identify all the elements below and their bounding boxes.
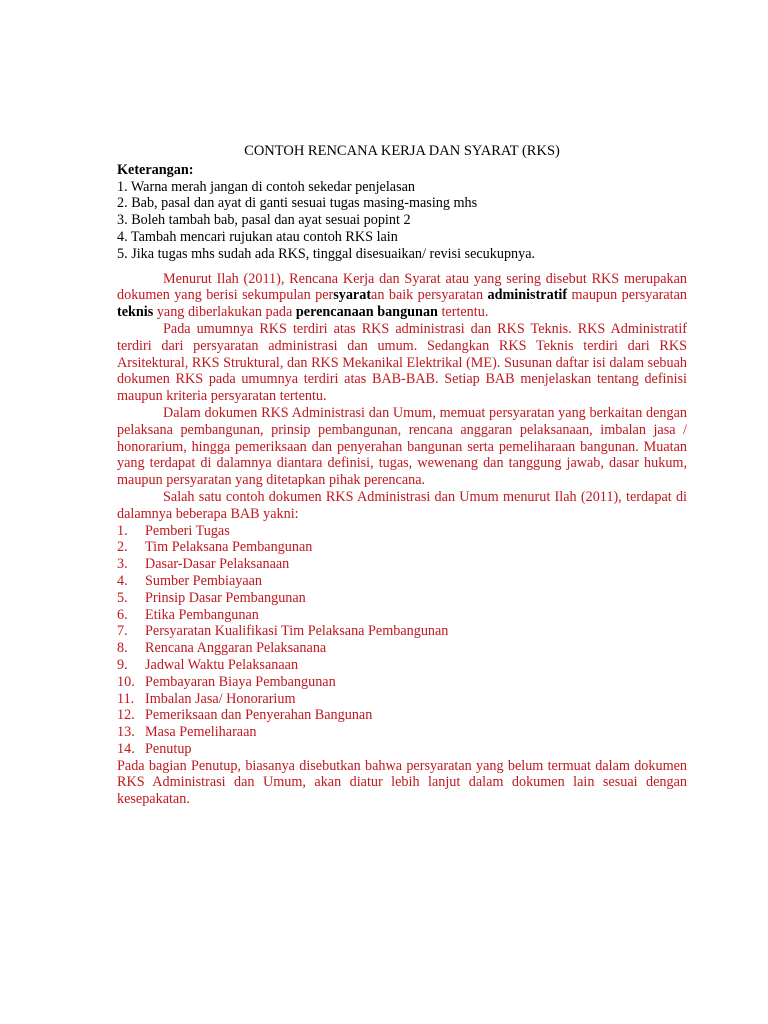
bab-number: 8. — [117, 640, 128, 657]
keterangan-list — [117, 179, 687, 263]
bab-number: 1. — [117, 522, 128, 539]
bab-item — [117, 556, 687, 573]
paragraph-text: Menurut Ilah (2011), Rencana Kerja dan Syarat atau yang sering disebut RKS merupakan dokumen yang berisi sekumpulan per — [117, 270, 687, 304]
bab-title: Imbalan Jasa/ Honorarium — [145, 690, 296, 707]
bab-title: Pemeriksaan dan Penyerahan Bangunan — [145, 707, 373, 724]
bab-number: 7. — [117, 623, 128, 640]
bab-item — [117, 607, 687, 624]
keterangan-item: 3. Boleh tambah bab, pasal dan ayat sesuai popint 2 — [117, 212, 411, 229]
bab-item — [117, 691, 687, 708]
paragraph-definition — [117, 271, 687, 321]
bab-title: Persyaratan Kualifikasi Tim Pelaksana Pembangunan — [145, 623, 449, 640]
keterangan-heading: Keterangan: — [117, 161, 194, 178]
bab-title: Prinsip Dasar Pembangunan — [145, 589, 306, 606]
paragraph-rks-types: Pada umumnya RKS terdiri atas RKS administrasi dan RKS Teknis. RKS Administratif terdiri dari persyaratan administrasi dan umum. Sedangkan RKS Teknis terdiri dari RKS Arsitektural, RKS Struktural, dan RKS Mekanikal Elektrikal (ME). Susunan daftar isi dalam sebuah dokumen RKS pada umumnya terdiri atas BAB-BAB. Setiap BAB menjelaskan tentang definisi maupun kriteria persyaratan tertentu. — [117, 320, 687, 405]
paragraph-text: yang diberlakukan pada — [153, 304, 296, 321]
bab-item — [117, 590, 687, 607]
keterangan-item: 5. Jika tugas mhs sudah ada RKS, tinggal disesuaikan/ revisi secukupnya. — [117, 245, 536, 262]
document-title: CONTOH RENCANA KERJA DAN SYARAT (RKS) — [244, 143, 560, 159]
document-content — [117, 143, 687, 808]
paragraph-penutup: Pada bagian Penutup, biasanya disebutkan bahwa persyaratan yang belum termuat dalam dokumen RKS Administrasi dan Umum, akan diatur lebih lanjut dalam dokumen lain sesuai dengan kesepakatan. — [117, 757, 687, 808]
paragraph-text: tertentu. — [437, 304, 489, 321]
bold-term: teknis — [117, 304, 154, 321]
keterangan-item: 2. Bab, pasal dan ayat di ganti sesuai tugas masing-masing mhs — [117, 195, 478, 212]
bab-number: 12. — [117, 707, 135, 724]
bab-number: 9. — [117, 656, 128, 673]
bab-item — [117, 741, 687, 758]
bab-item — [117, 523, 687, 540]
bab-title: Pemberi Tugas — [145, 522, 230, 539]
bab-title: Etika Pembangunan — [145, 606, 259, 623]
bab-title: Jadwal Waktu Pelaksanaan — [145, 656, 299, 673]
bab-title: Masa Pemeliharaan — [145, 724, 257, 741]
bab-item — [117, 640, 687, 657]
bab-number: 2. — [117, 539, 128, 556]
bab-item — [117, 573, 687, 590]
bab-title: Rencana Anggaran Pelaksanana — [145, 640, 327, 657]
bab-title: Penutup — [145, 740, 192, 757]
paragraph-text: an baik persyaratan — [371, 287, 488, 304]
bab-title: Sumber Pembiayaan — [145, 572, 263, 589]
bab-item — [117, 724, 687, 741]
bab-item — [117, 674, 687, 691]
bold-term: syarat — [333, 287, 372, 304]
bab-number: 5. — [117, 589, 128, 606]
bold-term: perencanaan bangunan — [295, 304, 438, 321]
bab-number: 4. — [117, 572, 128, 589]
paragraph-text: maupun persyaratan — [567, 287, 688, 304]
paragraph-bab-intro: Salah satu contoh dokumen RKS Administrasi dan Umum menurut Ilah (2011), terdapat di dalamnya beberapa BAB yakni: — [117, 488, 687, 522]
bab-item — [117, 707, 687, 724]
bab-title: Dasar-Dasar Pelaksanaan — [145, 556, 290, 573]
bold-term: administratif — [487, 287, 568, 304]
bab-item — [117, 539, 687, 556]
keterangan-item: 1. Warna merah jangan di contoh sekedar penjelasan — [117, 178, 415, 195]
bab-item — [117, 657, 687, 674]
bab-list — [117, 523, 687, 758]
bab-item — [117, 623, 687, 640]
bab-number: 11. — [117, 690, 135, 707]
paragraph-rks-administrasi: Dalam dokumen RKS Administrasi dan Umum, memuat persyaratan yang berkaitan dengan pelaksana pembangunan, prinsip pembangunan, rencana anggaran pelaksanaan, imbalan jasa / honorarium, hingga pemeriksaan dan penyerahan bangunan serta pemeliharaan bangunan. Muatan yang terdapat di dalamnya diantara definisi, tugas, wewenang dan tanggung jawab, dasar hukum, maupun persyaratan yang ditetapkan pihak perencana. — [117, 404, 687, 489]
bab-title: Pembayaran Biaya Pembangunan — [145, 673, 336, 690]
bab-number: 13. — [117, 724, 135, 741]
keterangan-item: 4. Tambah mencari rujukan atau contoh RKS lain — [117, 228, 398, 245]
bab-title: Tim Pelaksana Pembangunan — [145, 539, 313, 556]
bab-number: 3. — [117, 556, 128, 573]
bab-number: 14. — [117, 740, 135, 757]
bab-number: 10. — [117, 673, 135, 690]
bab-number: 6. — [117, 606, 128, 623]
